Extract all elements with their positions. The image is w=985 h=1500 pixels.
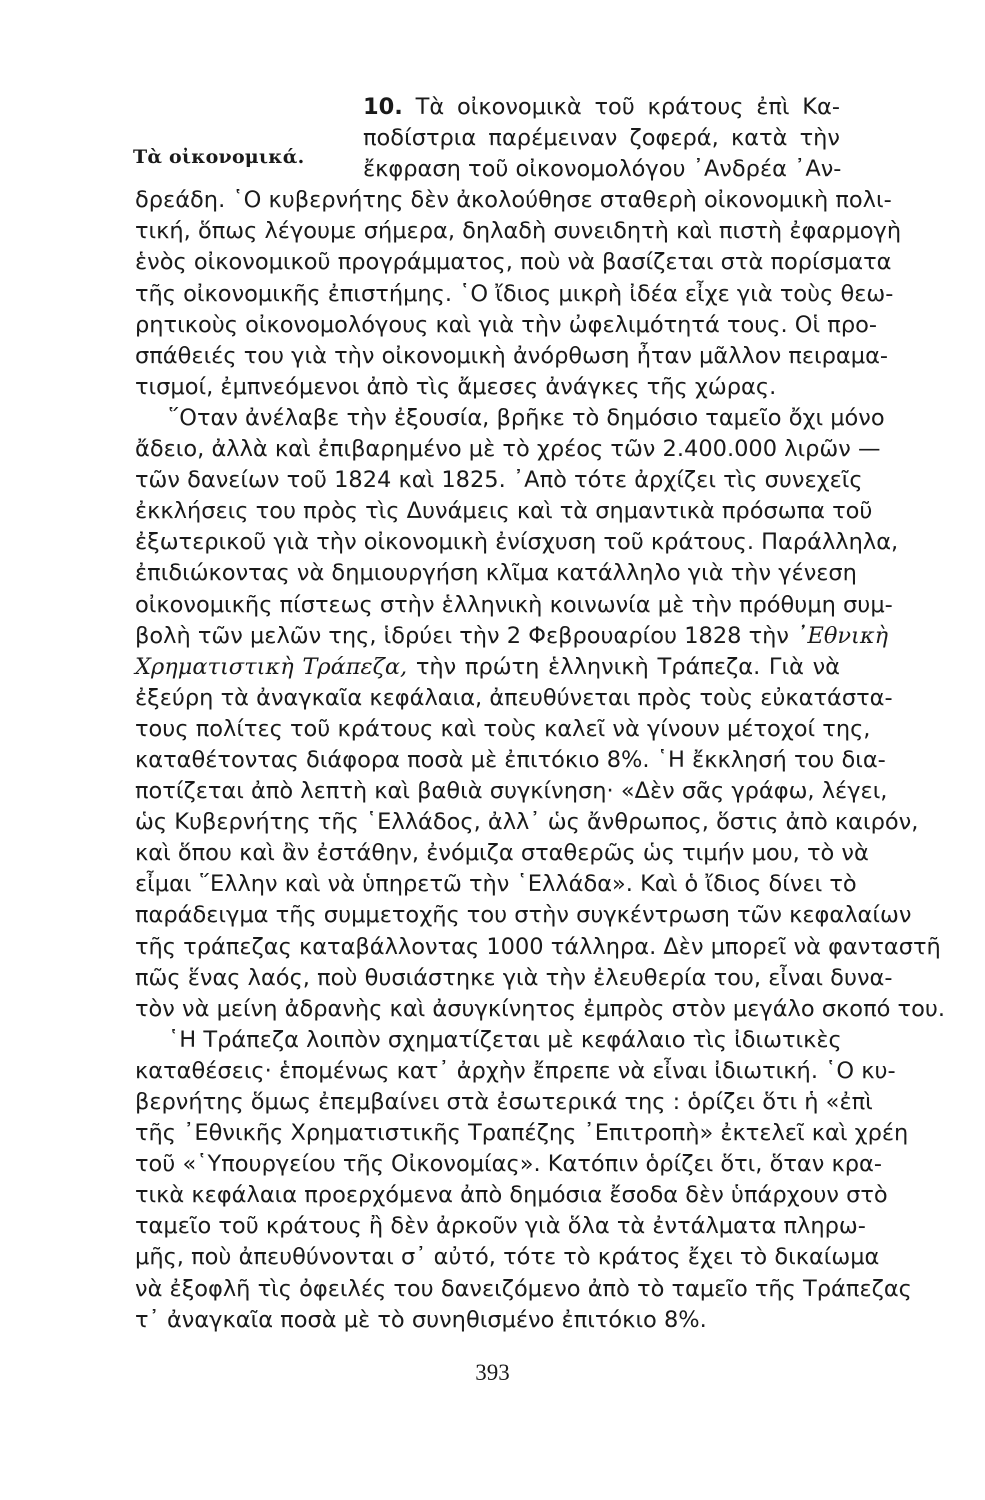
text-line: ἐπιδιώκοντας νὰ δημιουργήση κλῖμα κατάλληλο γιὰ τὴν γένεση: [135, 560, 857, 587]
text-line: ποτίζεται ἀπὸ λεπτὴ καὶ βαθιὰ συγκίνηση· «Δὲν σᾶς γράφω, λέγει,: [135, 778, 888, 805]
text-line: τῆς ᾿Εθνικῆς Χρηματιστικῆς Τραπέζης ᾿Επιτροπὴ» ἐκτελεῖ καὶ χρέη: [135, 1120, 909, 1147]
text-line: εἶμαι ῞Ελλην καὶ νὰ ὑπηρετῶ τὴν ῾Ελλάδα». Καὶ ὁ ἴδιος δίνει τὸ: [135, 871, 857, 898]
text-line: 10. Τὰ οἰκονομικὰ τοῦ κράτους ἐπὶ Κα-: [363, 94, 840, 120]
text-line: ῞Οταν ἀνέλαβε τὴν ἐξουσία, βρῆκε τὸ δημόσιο ταμεῖο ὄχι μόνο: [168, 404, 885, 431]
text-line: καταθέσεις· ἑπομένως κατ᾿ ἀρχὴν ἔπρεπε νὰ εἶναι ἰδιωτική. ῾Ο κυ-: [135, 1057, 896, 1084]
text-line: ἑνὸς οἰκονομικοῦ προγράμματος, ποὺ νὰ βασίζεται στὰ πορίσματα: [135, 249, 892, 276]
text-line: παράδειγμα τῆς συμμετοχῆς του στὴν συγκέντρωση τῶν κεφαλαίων: [135, 902, 912, 929]
text-line: ἐκκλήσεις του πρὸς τὶς Δυνάμεις καὶ τὰ σημαντικὰ πρόσωπα τοῦ: [135, 498, 873, 525]
bank-name-italic: ᾿Εθνικὴ: [796, 622, 889, 649]
text-line: ἔκφραση τοῦ οἰκονομολόγου ᾿Ανδρέα ᾿Αν-: [363, 156, 842, 183]
bank-name-italic: Χρηματιστικὴ Τράπεζα,: [135, 653, 408, 680]
text-line: ἄδειο, ἀλλὰ καὶ ἐπιβαρημένο μὲ τὸ χρέος τῶν 2.400.000 λιρῶν —: [135, 436, 881, 463]
page-number: 393: [475, 1360, 510, 1385]
text-line: ῾Η Τράπεζα λοιπὸν σχηματίζεται μὲ κεφάλαιο τὶς ἰδιωτικὲς: [168, 1026, 842, 1053]
text-line: σπάθειές του γιὰ τὴν οἰκονομικὴ ἀνόρθωση ἦταν μᾶλλον πειραμα-: [135, 342, 889, 369]
text-line: πῶς ἕνας λαός, ποὺ θυσιάστηκε γιὰ τὴν ἐλευθερία του, εἶναι δυνα-: [135, 964, 893, 991]
text-line: τὸν νὰ μείνη ἀδρανὴς καὶ ἀσυγκίνητος ἐμπρὸς στὸν μεγάλο σκοπό του.: [135, 995, 946, 1022]
text-line: ποδίστρια παρέμειναν ζοφερά, κατὰ τὴν: [363, 125, 840, 152]
text-line: βερνήτης ὅμως ἐπεμβαίνει στὰ ἐσωτερικά της : ὁρίζει ὅτι ἡ «ἐπὶ: [135, 1089, 873, 1115]
text-line: βολὴ τῶν μελῶν της, ἱδρύει τὴν 2 Φεβρουαρίου 1828 τὴν ᾿Εθνικὴ: [135, 622, 889, 649]
margin-note: Τὰ οἰκονομικά.: [133, 146, 305, 168]
text-line: ἐξωτερικοῦ γιὰ τὴν οἰκονομικὴ ἐνίσχυση τοῦ κράτους. Παράλληλα,: [135, 529, 899, 556]
text-line: τῶν δανείων τοῦ 1824 καὶ 1825. ᾿Απὸ τότε ἀρχίζει τὶς συνεχεῖς: [135, 467, 863, 494]
text-line: ἐξεύρη τὰ ἀναγκαῖα κεφάλαια, ἀπευθύνεται πρὸς τοὺς εὐκατάστα-: [135, 684, 893, 711]
text-line: τους πολίτες τοῦ κράτους καὶ τοὺς καλεῖ νὰ γίνουν μέτοχοί της,: [135, 715, 871, 742]
text-line: δρεάδη. ῾Ο κυβερνήτης δὲν ἀκολούθησε σταθερὴ οἰκονομικὴ πολι-: [135, 187, 892, 214]
text-line: τοῦ «῾Υπουργείου τῆς Οἰκονομίας». Κατόπιν ὁρίζει ὅτι, ὅταν κρα-: [135, 1151, 882, 1178]
text-line: μῆς, ποὺ ἀπευθύνονται σ᾿ αὐτό, τότε τὸ κράτος ἔχει τὸ δικαίωμα: [135, 1244, 880, 1271]
text-line: νὰ ἐξοφλῆ τὶς ὀφειλές του δανειζόμενο ἀπὸ τὸ ταμεῖο τῆς Τράπεζας: [135, 1275, 912, 1302]
text-line: τ᾿ ἀναγκαῖα ποσὰ μὲ τὸ συνηθισμένο ἐπιτόκιο 8%.: [135, 1306, 707, 1333]
text-line: καὶ ὅπου καὶ ἂν ἐστάθην, ἐνόμιζα σταθερῶς ὡς τιμήν μου, τὸ νὰ: [135, 840, 869, 867]
text-line: ρητικοὺς οἰκονομολόγους καὶ γιὰ τὴν ὠφελιμότητά τους. Οἱ προ-: [135, 311, 877, 338]
text-line: τικὰ κεφάλαια προερχόμενα ἀπὸ δημόσια ἔσοδα δὲν ὑπάρχουν στὸ: [135, 1182, 888, 1209]
text-line: τῆς τράπεζας καταβάλλοντας 1000 τάλληρα. Δὲν μπορεῖ νὰ φανταστῆ: [135, 933, 941, 960]
text-line: τῆς οἰκονομικῆς ἐπιστήμης. ῾Ο ἴδιος μικρὴ ἰδέα εἶχε γιὰ τοὺς θεω-: [135, 280, 894, 307]
text-line: ὡς Κυβερνήτης τῆς ῾Ελλάδος, ἀλλ᾿ ὡς ἄνθρωπος, ὅστις ἀπὸ καιρόν,: [135, 809, 919, 836]
section-number: 10.: [363, 94, 403, 120]
text-line: οἰκονομικῆς πίστεως στὴν ἑλληνικὴ κοινωνία μὲ τὴν πρόθυμη συμ-: [135, 591, 893, 618]
text-line: καταθέτοντας διάφορα ποσὰ μὲ ἐπιτόκιο 8%. ῾Η ἔκκλησή του δια-: [135, 746, 886, 773]
text-line: ταμεῖο τοῦ κράτους ἢ δὲν ἀρκοῦν γιὰ ὅλα τὰ ἐντάλματα πληρω-: [135, 1213, 866, 1240]
body-text: [135, 92, 946, 1336]
text-line: τική, ὅπως λέγουμε σήμερα, δηλαδὴ συνειδητὴ καὶ πιστὴ ἐφαρμογὴ: [135, 218, 902, 245]
text-line: τισμοί, ἐμπνεόμενοι ἀπὸ τὶς ἄμεσες ἀνάγκες τῆς χώρας.: [135, 373, 777, 400]
text-line: Χρηματιστικὴ Τράπεζα, τὴν πρώτη ἑλληνικὴ Τράπεζα. Γιὰ νὰ: [135, 653, 840, 680]
